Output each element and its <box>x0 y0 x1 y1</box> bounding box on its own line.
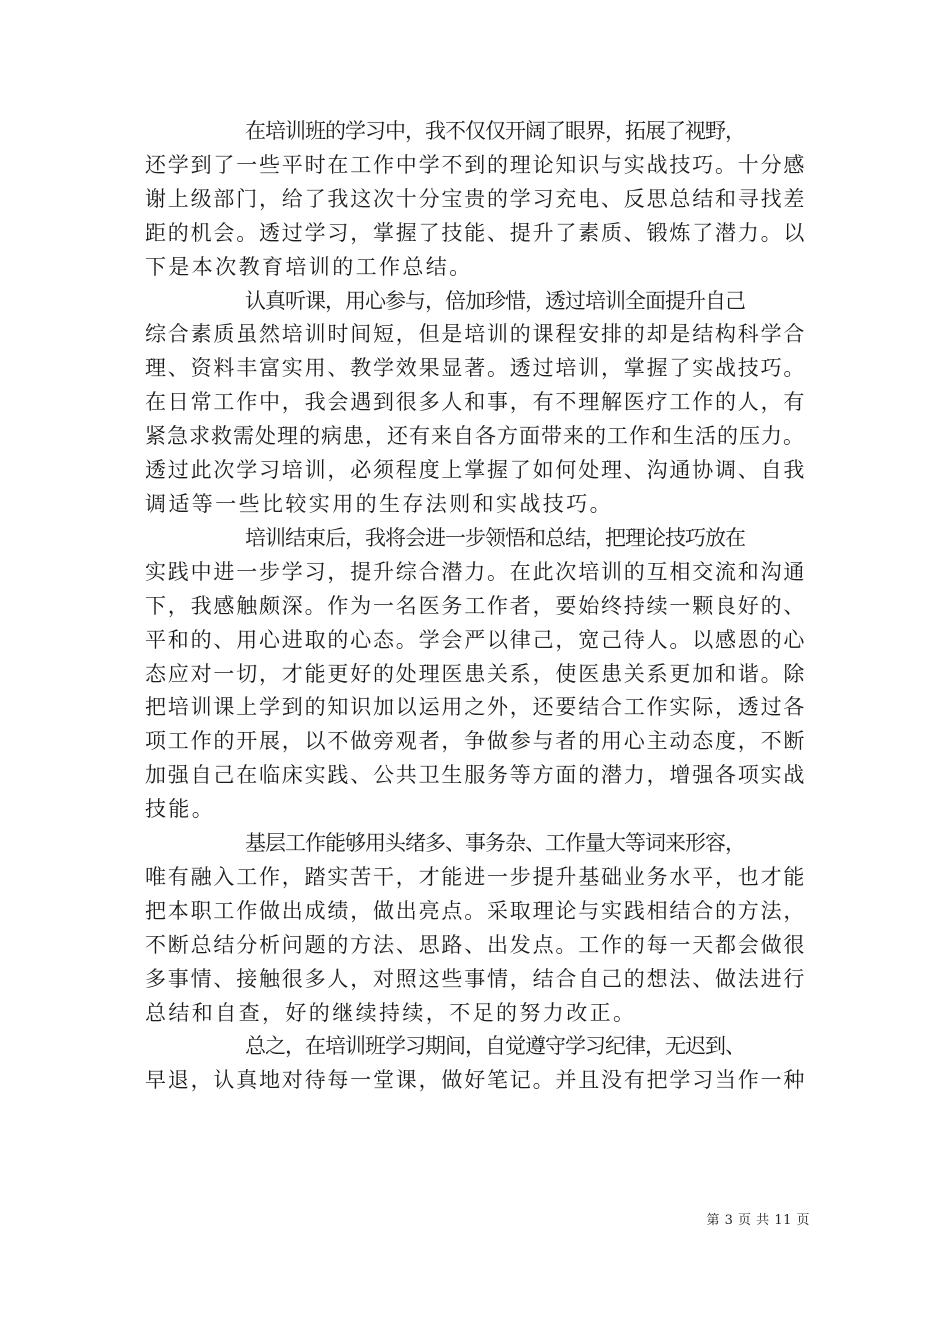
text-line: 早退，认真地对待每一堂课，做好笔记。并且没有把学习当作一种 <box>145 1068 807 1093</box>
text-line: 项工作的开展，以不做旁观者，争做参与者的用心主动态度，不断 <box>145 729 807 754</box>
text-line: 认真听课，用心参与，倍加珍惜，透过培训全面提升自己 <box>245 288 745 313</box>
text-line: 下是本次教育培训的工作总结。 <box>145 254 473 279</box>
text-line: 距的机会。透过学习，掌握了技能、提升了素质、锻炼了潜力。以 <box>145 220 807 245</box>
text-line: 理、资料丰富实用、教学效果显著。透过培训，掌握了实战技巧。 <box>145 356 807 381</box>
text-line: 下，我感触颇深。作为一名医务工作者，要始终持续一颗良好的、 <box>145 593 807 618</box>
text-line: 紧急求救需处理的病患，还有来自各方面带来的工作和生活的压力。 <box>145 424 805 449</box>
document-body <box>145 115 810 1098</box>
text-line: 在培训班的学习中，我不仅仅开阔了眼界，拓展了视野， <box>245 119 745 143</box>
text-line: 把本职工作做出成绩，做出亮点。采取理论与实践相结合的方法， <box>145 898 807 923</box>
paragraph-3 <box>145 522 810 827</box>
text-line: 基层工作能够用头绪多、事务杂、工作量大等词来形容， <box>245 831 745 856</box>
text-line: 实践中进一步学习，提升综合潜力。在此次培训的互相交流和沟通 <box>145 559 807 584</box>
page-number-footer: 第 3 页 共 11 页 <box>706 1213 810 1228</box>
text-line: 把培训课上学到的知识加以运用之外，还要结合工作实际，透过各 <box>145 695 807 720</box>
text-line: 不断总结分析问题的方法、思路、出发点。工作的每一天都会做很 <box>145 932 807 957</box>
text-line: 总之，在培训班学习期间，自觉遵守学习纪律，无迟到、 <box>245 1034 745 1059</box>
text-line: 态应对一切，才能更好的处理医患关系，使医患关系更加和谐。除 <box>145 661 807 686</box>
text-line: 综合素质虽然培训时间短，但是培训的课程安排的却是结构科学合 <box>145 322 807 347</box>
text-line: 多事情、接触很多人，对照这些事情，结合自己的想法、做法进行 <box>145 966 807 991</box>
text-line: 在日常工作中，我会遇到很多人和事，有不理解医疗工作的人，有 <box>145 390 807 415</box>
paragraph-1 <box>145 115 810 285</box>
text-line: 总结和自查，好的继续持续，不足的努力改正。 <box>145 1000 637 1025</box>
paragraph-2 <box>145 285 810 522</box>
text-line: 培训结束后，我将会进一步领悟和总结，把理论技巧放在 <box>245 525 745 550</box>
paragraph-4 <box>145 827 810 1030</box>
text-line: 技能。 <box>145 797 216 822</box>
text-line: 加强自己在临床实践、公共卫生服务等方面的潜力，增强各项实战 <box>145 763 807 788</box>
text-line: 调适等一些比较实用的生存法则和实战技巧。 <box>145 491 613 516</box>
text-line: 平和的、用心进取的心态。学会严以律己，宽己待人。以感恩的心 <box>145 627 807 652</box>
text-line: 还学到了一些平时在工作中学不到的理论知识与实战技巧。十分感 <box>145 152 807 177</box>
paragraph-5 <box>145 1030 810 1098</box>
text-line: 唯有融入工作，踏实苦干，才能进一步提升基础业务水平，也才能 <box>145 864 807 889</box>
text-line: 透过此次学习培训，必须程度上掌握了如何处理、沟通协调、自我 <box>145 458 807 483</box>
text-line: 谢上级部门，给了我这次十分宝贵的学习充电、反思总结和寻找差 <box>145 186 807 211</box>
